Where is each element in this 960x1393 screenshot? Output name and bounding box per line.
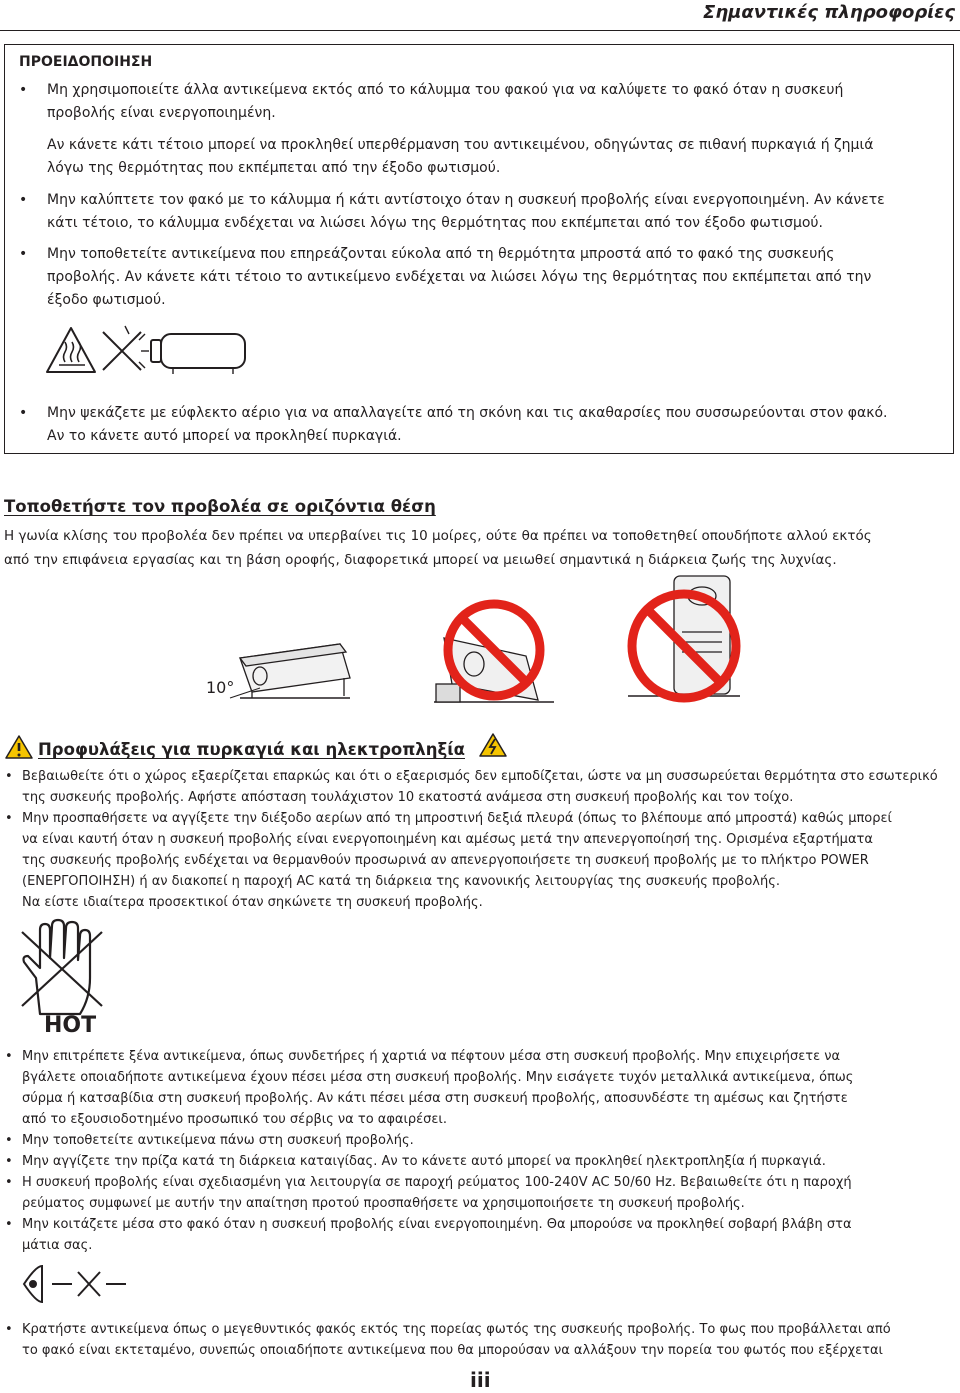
- section2-line: ρεύματος συμφωνεί με αυτήν την απαίτηση προτού προσπαθήσετε να χρησιμοποιήσετε τη συσκευή προβολής.: [22, 1196, 745, 1211]
- hot-surface-hand-icon: [18, 918, 108, 1018]
- lens-heat-illustration: [41, 320, 251, 378]
- header-title: Σημαντικές πληροφορίες: [703, 2, 955, 23]
- section2-line: Μην προσπαθήσετε να αγγίξετε την διέξοδο αερίων από τη μπροστινή δεξιά πλευρά (όπως το βλέπουμε από μπροστά) καθώς μπορεί: [22, 811, 892, 826]
- bullet: •: [5, 1049, 13, 1064]
- tilted-projector-illustration: [200, 630, 360, 710]
- do-not-look-into-lens-icon: [22, 1262, 132, 1306]
- section2-line: μάτια σας.: [22, 1238, 93, 1253]
- bullet: •: [19, 405, 28, 421]
- warning-line: προβολής είναι ενεργοποιημένη.: [47, 105, 276, 121]
- warning-line: Αν κάνετε κάτι τέτοιο μπορεί να προκληθεί υπερθέρμανση του αντικειμένου, οδηγώντας σε πιθανή πυρκαγιά ή ζημιά: [47, 137, 874, 153]
- bullet: •: [5, 1217, 13, 1232]
- bullet: •: [5, 1154, 13, 1169]
- section-title-text: Προφυλάξεις για πυρκαγιά και ηλεκτροπληξία: [38, 740, 465, 759]
- section-title-fire: [38, 740, 465, 759]
- section2-line: από το εξουσιοδοτημένο προσωπικό του σέρβις να το αφαιρέσει.: [22, 1112, 447, 1127]
- warning-line: λόγω της θερμότητας που εκπέμπεται από την έξοδο φωτισμού.: [47, 160, 501, 176]
- section-title-text: Τοποθετήστε τον προβολέα σε οριζόντια θέση: [4, 497, 436, 516]
- section2-line: Να είστε ιδιαίτερα προσεκτικοί όταν σηκώνετε τη συσκευή προβολής.: [22, 895, 483, 910]
- slanted-projector-prohibited-icon: [430, 598, 560, 708]
- warning-triangle-icon: [4, 734, 34, 760]
- section2-line: σύρμα ή κατσαβίδια στη συσκευή προβολής. Αν κάτι πέσει μέσα στη συσκευή προβολής, αποσυνδέστε τη αμέσως και ζητήστε: [22, 1091, 848, 1106]
- section2-line: Βεβαιωθείτε ότι ο χώρος εξαερίζεται επαρκώς και ότι ο εξαερισμός δεν εμποδίζεται, ώστε να μη συσσωρεύεται θερμότητα στο εσωτερικό: [22, 769, 938, 784]
- warning-line: έξοδο φωτισμού.: [47, 292, 166, 308]
- bullet: •: [5, 769, 13, 784]
- warning-line: Μην ψεκάζετε με εύφλεκτο αέριο για να απαλλαγείτε από τη σκόνη και τις ακαθαρσίες που συσσωρεύονται στον φακό.: [47, 405, 888, 421]
- section1-line: Η γωνία κλίσης του προβολέα δεν πρέπει να υπερβαίνει τις 10 μοίρες, ούτε θα πρέπει να τοποθετηθεί οπουδήποτε αλλού εκτός: [4, 528, 872, 544]
- section2-line: βγάλετε οποιαδήποτε αντικείμενα έχουν πέσει μέσα στη συσκευή προβολής. Μην εισάγετε τυχόν μεταλλικά αντικείμενα, όπως: [22, 1070, 854, 1085]
- section2-line: να είναι καυτή όταν η συσκευή προβολής είναι ενεργοποιημένη και αμέσως μετά την απενεργοποίησή της. Ορισμένα εξαρτήματα: [22, 832, 873, 847]
- section2-line: της συσκευής προβολής. Αφήστε απόσταση τουλάχιστον 10 εκατοστά ανάμεσα στη συσκευή προβολής και τον τοίχο.: [22, 790, 794, 805]
- warning-line: Μην τοποθετείτε αντικείμενα που επηρεάζονται εύκολα από τη θερμότητα μπροστά από το φακό της συσκευής: [47, 246, 835, 262]
- bullet: •: [19, 192, 28, 208]
- header-rule: [0, 30, 960, 31]
- vertical-projector-prohibited-icon: [624, 572, 744, 712]
- bullet: •: [19, 82, 28, 98]
- section2-line: (ΕΝΕΡΓΟΠΟΙΗΣΗ) ή αν διακοπεί η παροχή AC κατά τη διάρκεια της κανονικής λειτουργίας της συσκευής προβολής.: [22, 874, 780, 889]
- section2-line: το φακό είναι εκτεταμένο, συνεπώς οποιαδήποτε αντικείμενα που θα μπορούσαν να αλλάξουν την πορεία του φωτός που εξέρχεται: [22, 1343, 883, 1358]
- warning-line: Μη χρησιμοποιείτε άλλα αντικείμενα εκτός από το κάλυμμα του φακού για να καλύψετε το φακό όταν η συσκευή: [47, 82, 844, 98]
- page-number: iii: [470, 1368, 491, 1392]
- warning-line: κάτι τέτοιο, το κάλυμμα ενδέχεται να λιώσει λόγω της θερμότητας που εκπέμπεται από τον έξοδο φωτισμού.: [47, 215, 823, 231]
- warning-box: [4, 44, 954, 454]
- section2-line: Η συσκευή προβολής είναι σχεδιασμένη για λειτουργία σε παροχή ρεύματος 100-240V AC 50/60 Hz. Βεβαιωθείτε ότι η παροχή: [22, 1175, 852, 1190]
- bullet: •: [5, 1322, 13, 1337]
- hot-label: HOT: [44, 1013, 97, 1038]
- tilt-angle-label: 10°: [206, 678, 235, 697]
- bullet: •: [5, 1133, 13, 1148]
- section2-line: Μην τοποθετείτε αντικείμενα πάνω στη συσκευή προβολής.: [22, 1133, 414, 1148]
- section2-line: Μην κοιτάζετε μέσα στο φακό όταν η συσκευή προβολής είναι ενεργοποιημένη. Θα μπορούσε να προκληθεί σοβαρή βλάβη στα: [22, 1217, 852, 1232]
- section2-line: Κρατήστε αντικείμενα όπως ο μεγεθυντικός φακός εκτός της πορείας φωτός της συσκευής προβολής. Το φως που προβάλλεται από: [22, 1322, 891, 1337]
- section2-line: Μην αγγίζετε την πρίζα κατά τη διάρκεια καταιγίδας. Αν το κάνετε αυτό μπορεί να προκληθεί ηλεκτροπληξία ή πυρκαγιά.: [22, 1154, 826, 1169]
- bullet: •: [19, 246, 28, 262]
- bullet: •: [5, 811, 13, 826]
- section1-line: από την επιφάνεια εργασίας και τη βάση οροφής, διαφορετικά μπορεί να μειωθεί σημαντικά η διάρκεια ζωής της λυχνίας.: [4, 552, 837, 568]
- section2-line: της συσκευής προβολής ενδέχεται να θερμανθούν προσωρινά αν απενεργοποιήσετε τη συσκευή προβολής με το πλήκτρο POWER: [22, 853, 869, 868]
- warning-line: Αν το κάνετε αυτό μπορεί να προκληθεί πυρκαγιά.: [47, 428, 402, 444]
- section-title-horizontal: [4, 497, 436, 516]
- warning-line: Μην καλύπτετε τον φακό με το κάλυμμα ή κάτι αντίστοιχο όταν η συσκευή προβολής είναι ενεργοποιημένη. Αν κάνετε: [47, 192, 885, 208]
- warning-title: ΠΡΟΕΙΔΟΠΟΙΗΣΗ: [19, 54, 153, 70]
- warning-line: προβολής. Αν κάνετε κάτι τέτοιο το αντικείμενο ενδέχεται να λιώσει λόγω της θερμότητας που εκπέμπεται από την: [47, 269, 872, 285]
- section2-line: Μην επιτρέπετε ξένα αντικείμενα, όπως συνδετήρες ή χαρτιά να πέφτουν μέσα στη συσκευή προβολής. Μην επιχειρήσετε να: [22, 1049, 841, 1064]
- bullet: •: [5, 1175, 13, 1190]
- electric-shock-warning-icon: [478, 732, 508, 758]
